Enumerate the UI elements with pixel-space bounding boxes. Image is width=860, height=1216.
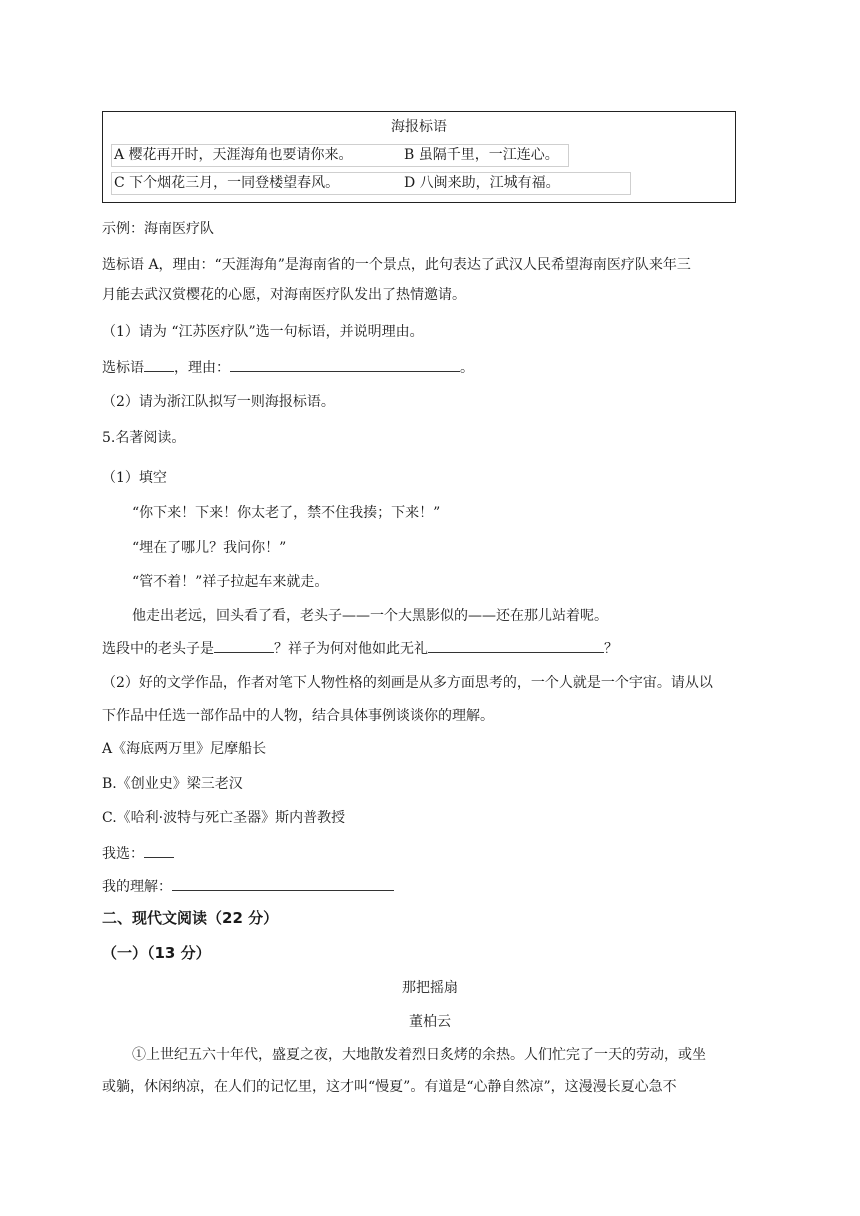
understand-blank[interactable] [172,876,394,891]
q5-fill-end: ？ [604,641,618,657]
poster-row-1 [111,144,569,167]
poster-row-2 [111,172,631,195]
poster-option-a: A 樱花再开时，天涯海角也要请你来。 [114,147,353,163]
q5-fill-part1: 选段中的老头子是 [102,641,214,657]
article-author: 董柏云 [409,1014,451,1030]
article-para-line-1: ①上世纪五六十年代，盛夏之夜，大地散发着烈日炙烤的余热。人们忙完了一天的劳动，或坐 [132,1047,706,1063]
section-part-title: （一）（13 分） [102,944,211,962]
q4-answer-line [102,357,474,378]
quote-line-4: 他走出老远，回头看了看，老头子——一个大黑影似的——还在那儿站着呢。 [132,608,608,624]
poster-slogan-box [102,111,736,203]
q5-option-c: C.《哈利·波特与死亡圣器》斯内普教授 [102,810,346,826]
q5-option-b: B.《创业史》梁三老汉 [102,776,243,792]
q5-title: 5.名著阅读。 [102,430,186,446]
article-para-line-2: 或躺，休闲纳凉，在人们的记忆里，这才叫“慢夏”。有道是“心静自然凉”，这漫漫长夏心急不 [102,1079,677,1095]
q5-choose-line [102,843,174,864]
section-title: 二、现代文阅读（22 分） [102,909,279,927]
q5-understand-label: 我的理解： [102,879,172,895]
poster-option-d: D 八闽来助，江城有福。 [404,175,560,191]
poster-option-c: C 下个烟花三月，一同登楼望春风。 [114,175,340,191]
choose-blank[interactable] [144,843,174,858]
q4-sub2: （2）请为浙江队拟写一则海报标语。 [102,394,335,410]
q5-fill-part2: ？祥子为何对他如此无礼 [274,641,428,657]
q5-choose-label: 我选： [102,846,144,862]
q5-understand-line [102,876,394,897]
example-reason-line-1: 选标语 A，理由：“天涯海角”是海南省的一个景点，此句表达了武汉人民希望海南医疗队来年三 [102,257,691,273]
article-title: 那把摇扇 [402,980,458,996]
quote-line-2: “埋在了哪儿？我问你！” [132,540,287,556]
q5-sub2-line-1: （2）好的文学作品，作者对笔下人物性格的刻画是从多方面思考的，一个人就是一个宇宙。请从以 [102,675,713,691]
old-man-blank[interactable] [214,638,274,653]
example-label: 示例：海南医疗队 [102,221,214,237]
q4-answer-end: 。 [460,360,474,376]
q4-answer-mid: ，理由： [174,360,230,376]
poster-option-b: B 虽隔千里，一江连心。 [404,147,559,163]
slogan-choice-blank[interactable] [144,357,174,372]
reason-blank[interactable] [230,357,460,372]
q4-sub1: （1）请为 “江苏医疗队”选一句标语，并说明理由。 [102,324,424,340]
quote-line-3: “管不着！”祥子拉起车来就走。 [132,574,329,590]
quote-line-1: “你下来！下来！你太老了，禁不住我揍；下来！” [132,505,441,521]
q5-sub2-line-2: 下作品中任选一部作品中的人物，结合具体事例谈谈你的理解。 [102,708,494,724]
poster-title: 海报标语 [391,119,447,135]
reason-rude-blank[interactable] [428,638,604,653]
q4-answer-prefix: 选标语 [102,360,144,376]
q5-option-a: A《海底两万里》尼摩船长 [102,741,267,757]
q5-sub1: （1）填空 [102,470,167,486]
q5-fill-line [102,638,618,659]
example-reason-line-2: 月能去武汉赏樱花的心愿，对海南医疗队发出了热情邀请。 [102,287,466,303]
